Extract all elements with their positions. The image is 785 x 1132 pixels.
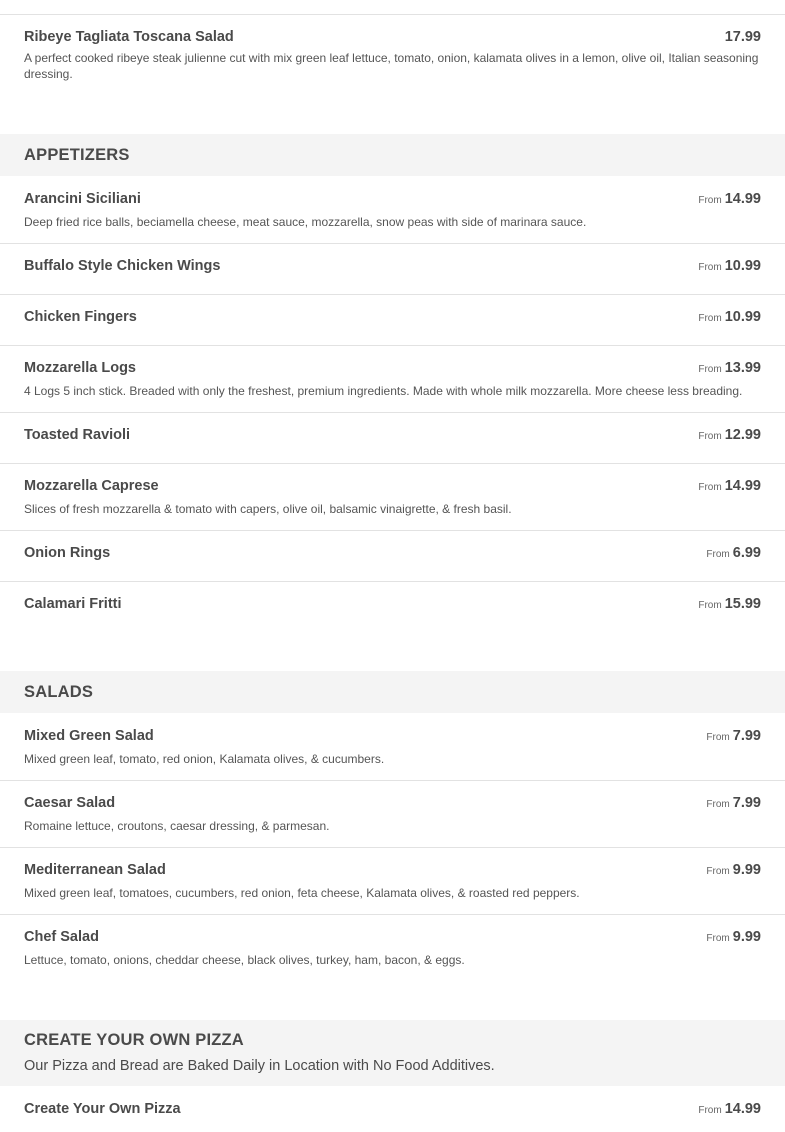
price-amount: 12.99 [724,427,761,443]
from-label: From [698,195,722,206]
from-label: From [706,866,730,877]
price-amount: 10.99 [724,258,761,274]
item-name: Mozzarella Caprese [24,478,159,494]
item-description: 4 Logs 5 inch stick. Breaded with only the freshest, premium ingredients. Made with whole milk mozzarella. More cheese less breading. [24,384,743,398]
menu-item[interactable] [0,308,785,346]
item-price [725,28,761,46]
item-description: A perfect cooked ribeye steak julienne cut with mix green leaf lettuce, tomato, onion, kalamata olives in a lemon, olive oil, Italian seasoning dressing. [24,51,759,81]
item-name: Mixed Green Salad [24,728,154,744]
item-price [698,190,761,210]
divider [0,14,785,15]
item-price [698,595,761,615]
price-amount: 7.99 [732,795,761,811]
menu-item[interactable] [0,1100,785,1130]
price-amount: 6.99 [732,545,761,561]
menu-item[interactable] [0,190,785,244]
menu-item[interactable] [0,794,785,848]
item-price [706,794,761,814]
menu-item[interactable] [0,257,785,295]
price-amount: 14.99 [724,1101,761,1117]
item-name: Toasted Ravioli [24,427,131,443]
section-subtitle: Our Pizza and Bread are Baked Daily in Location with No Food Additives. [24,1058,495,1074]
from-label: From [698,482,722,493]
item-name: Calamari Fritti [24,596,122,612]
menu-item[interactable] [0,426,785,464]
section-header-pizza [0,1020,785,1086]
from-label: From [698,364,722,375]
item-name: Ribeye Tagliata Toscana Salad [24,29,234,45]
price-amount: 7.99 [732,728,761,744]
from-label: From [706,933,730,944]
from-label: From [706,732,730,743]
menu-item[interactable] [0,595,785,633]
price-amount: 9.99 [732,929,761,945]
from-label: From [698,600,722,611]
menu-item[interactable] [0,727,785,781]
menu-item[interactable] [0,477,785,531]
from-label: From [698,313,722,324]
item-price [698,477,761,497]
item-name: Mozzarella Logs [24,360,136,376]
price-amount: 10.99 [724,309,761,325]
menu-item[interactable] [0,861,785,915]
from-label: From [698,1105,722,1116]
section-header-appetizers [0,134,785,176]
menu-item[interactable] [0,544,785,582]
item-price [698,426,761,446]
item-name: Mediterranean Salad [24,862,166,878]
item-description: Mixed green leaf, tomato, red onion, Kalamata olives, & cucumbers. [24,752,385,766]
from-label: From [698,262,722,273]
item-description: Mixed green leaf, tomatoes, cucumbers, red onion, feta cheese, Kalamata olives, & roasted red peppers. [24,886,580,900]
item-description: Deep fried rice balls, beciamella cheese, meat sauce, mozzarella, snow peas with side of marinara sauce. [24,215,587,229]
item-description: Lettuce, tomato, onions, cheddar cheese, black olives, turkey, ham, bacon, & eggs. [24,953,465,967]
item-name: Chicken Fingers [24,309,137,325]
from-label: From [706,549,730,560]
item-name: Chef Salad [24,929,99,945]
item-price [706,861,761,881]
item-price [698,308,761,328]
price-amount: 17.99 [724,29,761,45]
item-price [698,359,761,379]
item-name: Create Your Own Pizza [24,1101,181,1117]
price-amount: 9.99 [732,862,761,878]
section-header-salads [0,671,785,713]
item-price [706,928,761,948]
section-title: CREATE YOUR OWN PIZZA [24,1031,244,1049]
price-amount: 14.99 [724,478,761,494]
item-price [706,544,761,564]
menu-item[interactable] [0,928,785,982]
menu-item[interactable] [0,359,785,413]
item-description: Romaine lettuce, croutons, caesar dressing, & parmesan. [24,819,330,833]
item-description: Slices of fresh mozzarella & tomato with capers, olive oil, balsamic vinaigrette, & fresh basil. [24,502,512,516]
item-name: Arancini Siciliani [24,191,141,207]
from-label: From [706,799,730,810]
section-title: SALADS [24,683,94,701]
section-title: APPETIZERS [24,146,130,164]
item-price [698,1100,761,1120]
price-amount: 15.99 [724,596,761,612]
item-name: Caesar Salad [24,795,116,811]
price-amount: 14.99 [724,191,761,207]
from-label: From [698,431,722,442]
item-name: Onion Rings [24,545,111,561]
item-price [706,727,761,747]
item-name: Buffalo Style Chicken Wings [24,258,221,274]
price-amount: 13.99 [724,360,761,376]
menu-item[interactable] [0,28,785,98]
item-price [698,257,761,277]
